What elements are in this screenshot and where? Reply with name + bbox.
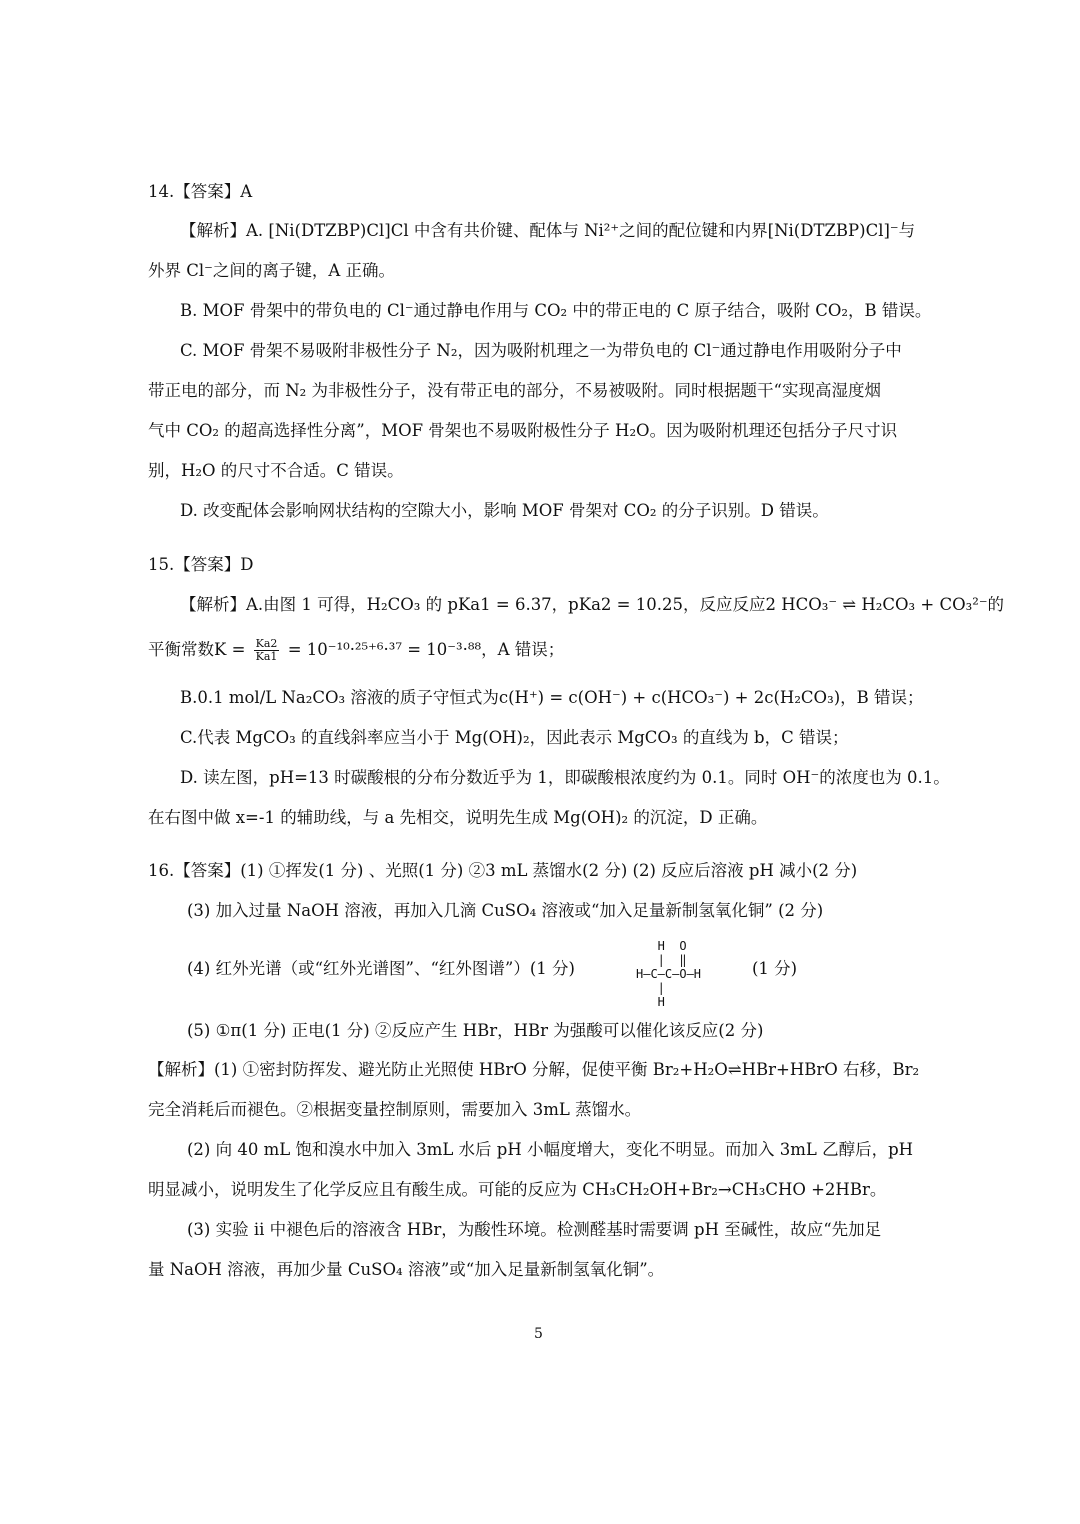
q16-explanation-1-line1: 【解析】(1) ①密封防挥发、避光防止光照使 HBrO 分解，促使平衡 Br₂+H₂O⇌HBr+HBrO 右移，Br₂ (148, 1060, 920, 1079)
q16-answer-3: (3) 加入过量 NaOH 溶液，再加入几滴 CuSO₄ 溶液或“加入足量新制氢氧化铜” (2 分) (187, 901, 824, 920)
formic-acid-structure (636, 940, 701, 1010)
page-number: 5 (534, 1326, 543, 1342)
fraction-numerator: Ka2 (255, 637, 278, 650)
q16-answer-5: (5) ①π(1 分) 正电(1 分) ②反应产生 HBr，HBr 为强酸可以催化该反应(2 分) (187, 1021, 764, 1040)
q14-analysis-c-line1: C. MOF 骨架不易吸附非极性分子 N₂，因为吸附机理之一为带负电的 Cl⁻通过静电作用吸附分子中 (180, 341, 902, 360)
q16-explanation-1-line2: 完全消耗后而褪色。②根据变量控制原则，需要加入 3mL 蒸馏水。 (148, 1100, 642, 1119)
structure-row: H—C—C—O—H (636, 967, 702, 981)
q16-answer-4: (4) 红外光谱（或“红外光谱图”、“红外图谱”）(1 分) (187, 959, 575, 978)
q15-analysis-b: B.0.1 mol/L Na₂CO₃ 溶液的质子守恒式为c(H⁺) = c(OH⁻) + c(HCO₃⁻) + 2c(H₂CO₃)，B 错误； (180, 688, 924, 707)
q15-analysis-a-line2 (148, 638, 564, 663)
q14-heading: 14.【答案】A (148, 182, 253, 201)
ka-fraction (254, 638, 280, 663)
q14-analysis-c-line4: 别，H₂O 的尺寸不合适。C 错误。 (148, 461, 404, 480)
q14-analysis-a-line2: 外界 Cl⁻之间的离子键，A 正确。 (148, 261, 396, 280)
q15-analysis-d-line1: D. 读左图，pH=13 时碳酸根的分布分数近乎为 1，即碳酸根浓度约为 0.1。同时 OH⁻的浓度也为 0.1。 (180, 768, 950, 787)
structure-row: | (636, 981, 665, 995)
q15-analysis-a-line1: 【解析】A.由图 1 可得，H₂CO₃ 的 pKa1 = 6.37，pKa2 = 10.25，反应反应2 HCO₃⁻ ⇌ H₂CO₃ + CO₃²⁻的 (180, 595, 1005, 614)
q14-analysis-d: D. 改变配体会影响网状结构的空隙大小，影响 MOF 骨架对 CO₂ 的分子识别。D 错误。 (180, 501, 829, 520)
q14-analysis-c-line3: 气中 CO₂ 的超高选择性分离”，MOF 骨架也不易吸附极性分子 H₂O。因为吸附机理还包括分子尺寸识 (148, 421, 898, 440)
structure-row: | ‖ (636, 953, 687, 967)
q16-explanation-3-line1: (3) 实验 ii 中褪色后的溶液含 HBr，为酸性环境。检测醛基时需要调 pH 至碱性，故应“先加足 (187, 1220, 882, 1239)
fraction-denominator: Ka1 (255, 650, 278, 663)
q16-explanation-3-line2: 量 NaOH 溶液，再加少量 CuSO₄ 溶液”或“加入足量新制氢氧化铜”。 (148, 1260, 665, 1279)
q15-analysis-d-line2: 在右图中做 x=-1 的辅助线，与 a 先相交，说明先生成 Mg(OH)₂ 的沉淀，D 正确。 (148, 808, 768, 827)
q16-heading: 16.【答案】(1) ①挥发(1 分) 、光照(1 分) ②3 mL 蒸馏水(2 分) (2) 反应后溶液 pH 减小(2 分) (148, 861, 858, 880)
q14-analysis-b: B. MOF 骨架中的带负电的 Cl⁻通过静电作用与 CO₂ 中的带正电的 C 原子结合，吸附 CO₂，B 错误。 (180, 301, 932, 320)
equilibrium-constant-label: 平衡常数K = (148, 640, 246, 659)
q16-answer-4-score: (1 分) (752, 959, 798, 978)
q16-explanation-2-line1: (2) 向 40 mL 饱和溴水中加入 3mL 水后 pH 小幅度增大，变化不明显。而加入 3mL 乙醇后，pH (187, 1140, 914, 1159)
q14-analysis-a-line1: 【解析】A. [Ni(DTZBP)Cl]Cl 中含有共价键、配体与 Ni²⁺之间的配位键和内界[Ni(DTZBP)Cl]⁻与 (180, 221, 916, 240)
equilibrium-constant-value: = 10⁻¹⁰·²⁵⁺⁶·³⁷ = 10⁻³·⁸⁸，A 错误； (287, 640, 565, 659)
structure-row: H O (636, 939, 687, 953)
q15-analysis-c: C.代表 MgCO₃ 的直线斜率应当小于 Mg(OH)₂，因此表示 MgCO₃ 的直线为 b，C 错误； (180, 728, 849, 747)
q16-explanation-2-line2: 明显减小，说明发生了化学反应且有酸生成。可能的反应为 CH₃CH₂OH+Br₂→CH₃CHO +2HBr。 (148, 1180, 887, 1199)
structure-row: H (636, 995, 665, 1009)
q14-analysis-c-line2: 带正电的部分，而 N₂ 为非极性分子，没有带正电的部分，不易被吸附。同时根据题干“实现高湿度烟 (148, 381, 881, 400)
q15-heading: 15.【答案】D (148, 555, 254, 574)
